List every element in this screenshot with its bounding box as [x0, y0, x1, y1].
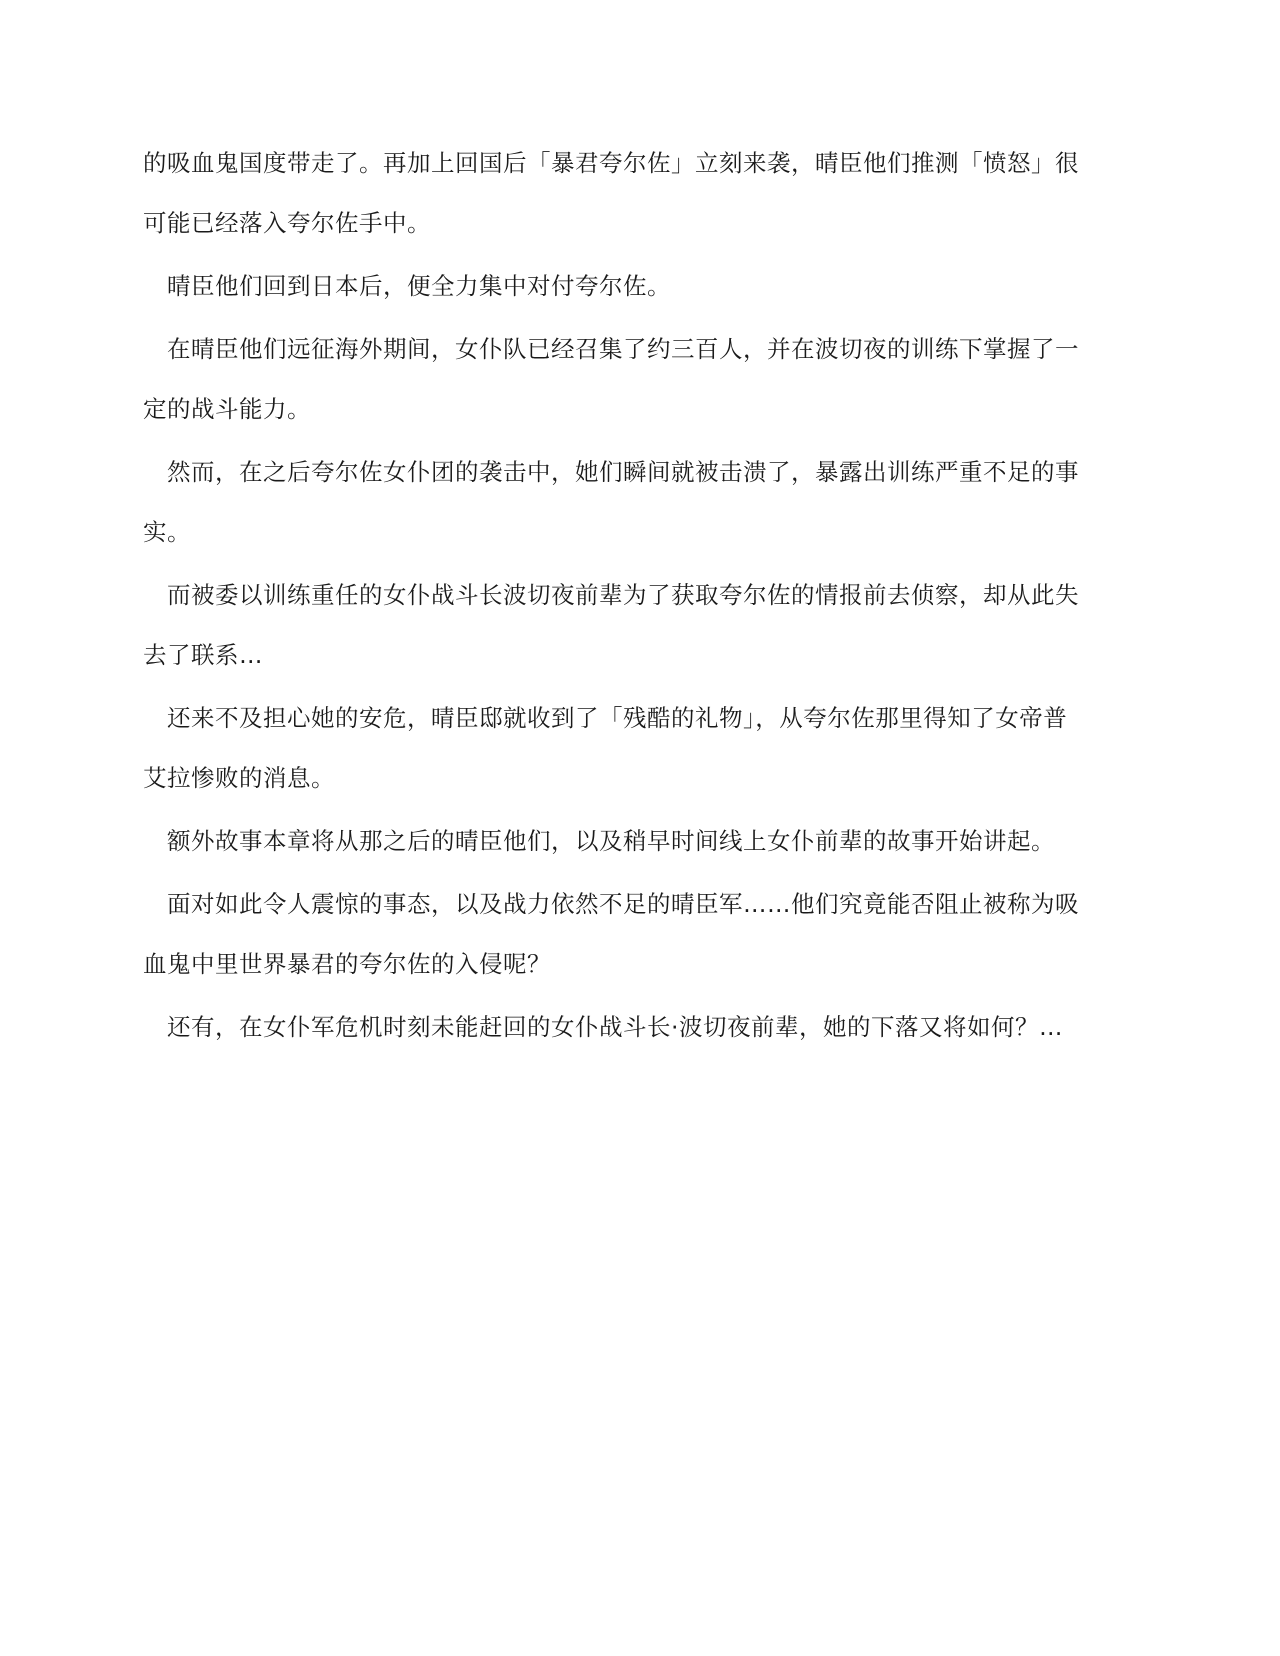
text-line: 额外故事本章将从那之后的晴臣他们，以及稍早时间线上女仆前辈的故事开始讲起。 — [167, 827, 1055, 855]
text-line: 可能已经落入夸尔佐手中。 — [143, 209, 431, 237]
text-line: 血鬼中里世界暴君的夸尔佐的入侵呢？ — [143, 950, 551, 978]
text-line: 晴臣他们回到日本后，便全力集中对付夸尔佐。 — [167, 272, 671, 300]
text-line: 定的战斗能力。 — [143, 395, 311, 423]
text-line: 实。 — [143, 518, 191, 546]
paragraph — [143, 811, 1083, 871]
text-line: 去了联系… — [143, 641, 263, 669]
text-line: 然而，在之后夸尔佐女仆团的袭击中，她们瞬间就被击溃了，暴露出训练严重不足的事 — [167, 458, 1079, 486]
paragraph — [143, 997, 1083, 1057]
text-line: 而被委以训练重任的女仆战斗长波切夜前辈为了获取夸尔佐的情报前去侦察，却从此失 — [167, 581, 1079, 609]
paragraph — [143, 442, 1083, 562]
text-line: 面对如此令人震惊的事态，以及战力依然不足的晴臣军……他们究竟能否阻止被称为吸 — [167, 890, 1079, 918]
paragraph — [143, 565, 1083, 685]
text-line: 还来不及担心她的安危，晴臣邸就收到了「残酷的礼物」，从夸尔佐那里得知了女帝普 — [167, 704, 1068, 732]
document-page — [143, 133, 1083, 1060]
paragraph — [143, 133, 1083, 253]
paragraph — [143, 688, 1083, 808]
paragraph — [143, 256, 1083, 316]
text-line: 艾拉惨败的消息。 — [143, 764, 335, 792]
text-line: 还有，在女仆军危机时刻未能赶回的女仆战斗长·波切夜前辈，她的下落又将如何？… — [167, 1013, 1063, 1041]
paragraph — [143, 874, 1083, 994]
text-line: 的吸血鬼国度带走了。再加上回国后「暴君夸尔佐」立刻来袭，晴臣他们推测「愤怒」很 — [143, 149, 1079, 177]
paragraph — [143, 319, 1083, 439]
text-line: 在晴臣他们远征海外期间，女仆队已经召集了约三百人，并在波切夜的训练下掌握了一 — [167, 335, 1079, 363]
